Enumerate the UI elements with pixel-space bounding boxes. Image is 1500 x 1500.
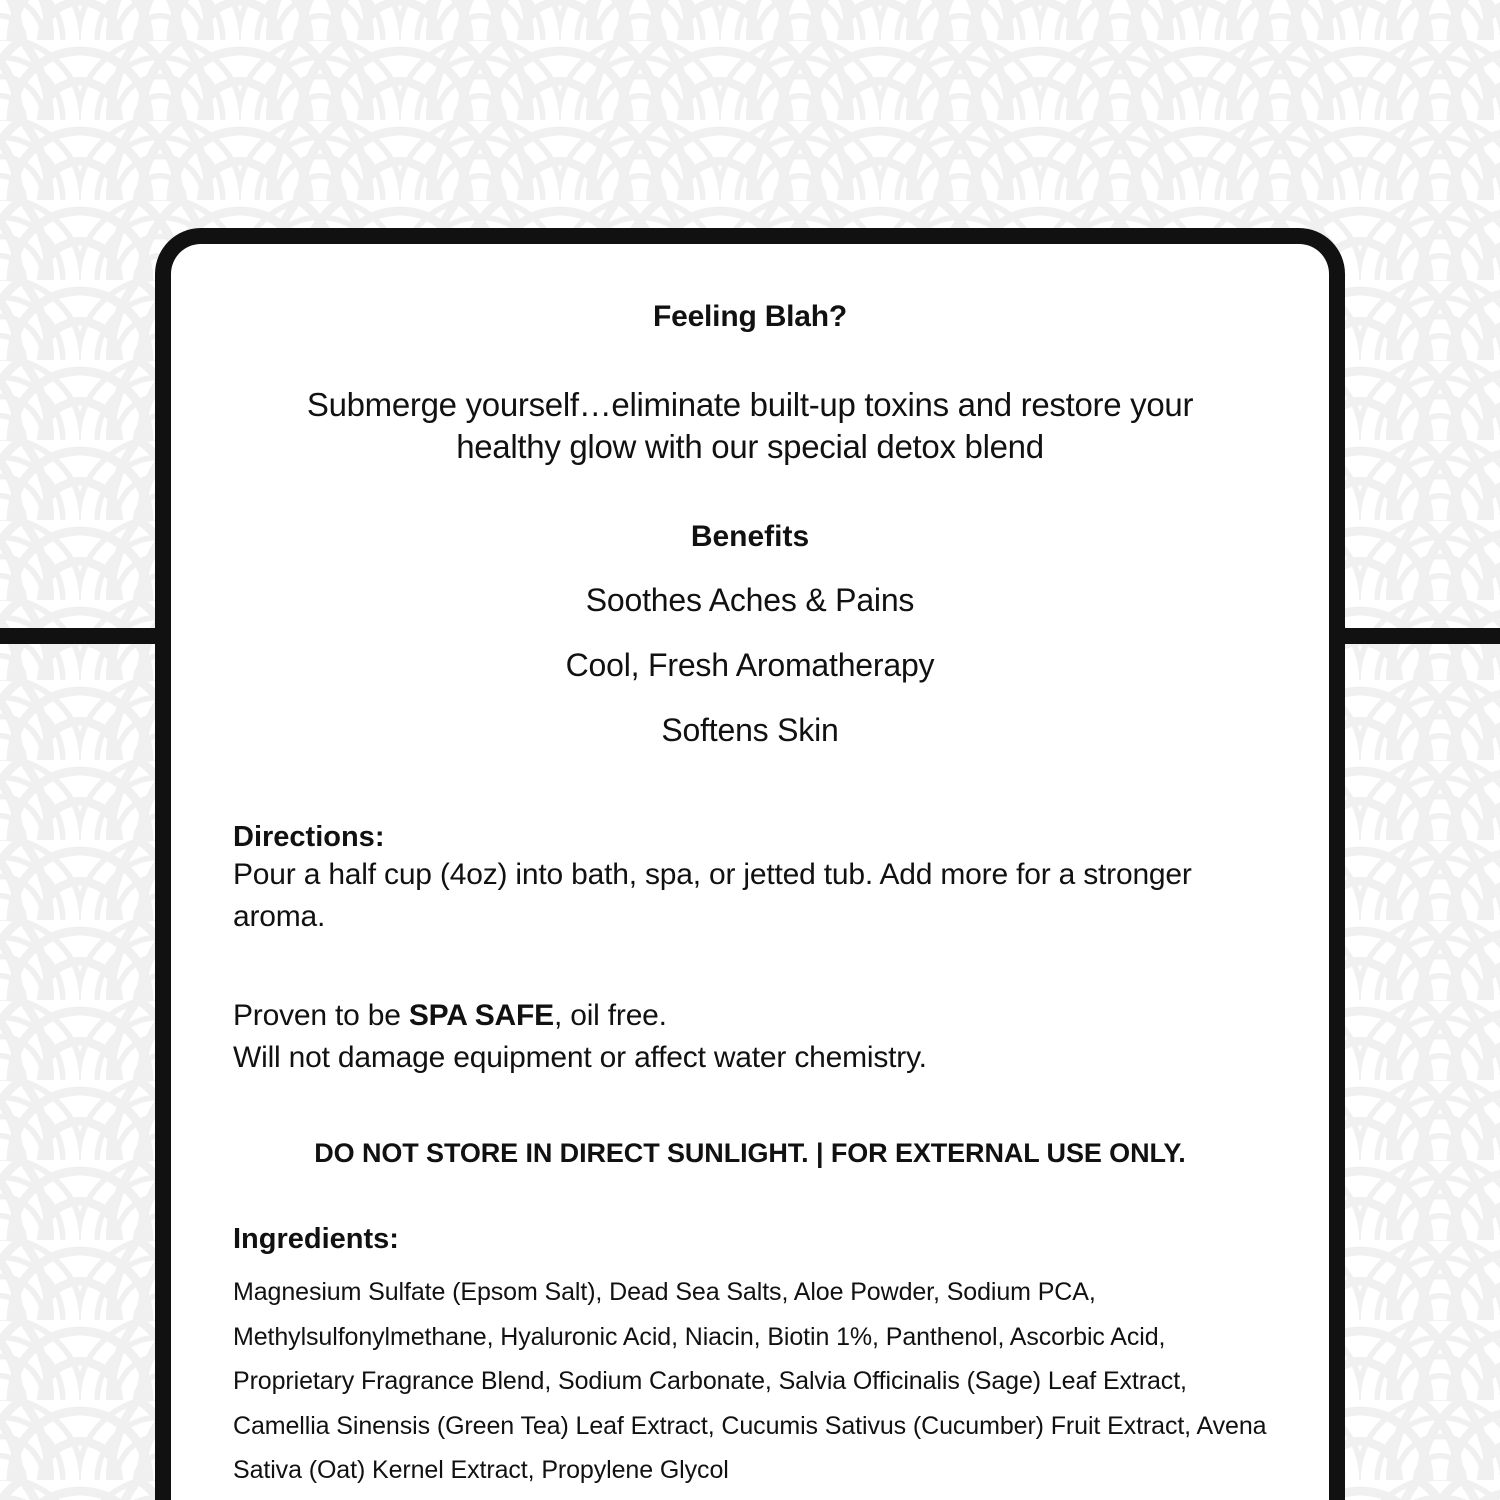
ingredients-label: Ingredients:: [233, 1223, 399, 1256]
warning-notice: DO NOT STORE IN DIRECT SUNLIGHT. | FOR EXTERNAL USE ONLY.: [314, 1138, 1186, 1169]
spa-safe-emphasis: SPA SAFE: [408, 999, 554, 1033]
benefits-heading: Benefits: [690, 520, 810, 554]
label-shoulder-left: [0, 628, 160, 644]
spa-safe-prefix: Proven to be: [233, 999, 409, 1033]
ingredients-section: [233, 1223, 1267, 1493]
directions-text: Pour a half cup (4oz) into bath, spa, or jetted tub. Add more for a stronger aroma.: [233, 858, 1192, 933]
label-shoulder-right: [1340, 628, 1500, 644]
directions-label: Directions:: [233, 821, 385, 854]
benefit-item: Softens Skin: [661, 712, 839, 749]
page-title: Feeling Blah?: [652, 300, 848, 333]
label-subhead: Submerge yourself…eliminate built-up toxins and restore your healthy glow with our special detox blend: [306, 386, 1194, 466]
equipment-safety-line: Will not damage equipment or affect water chemistry.: [233, 1040, 927, 1074]
label-card: [155, 228, 1345, 1500]
spa-safe-suffix: , oil free.: [553, 999, 667, 1033]
ingredients-text: Magnesium Sulfate (Epsom Salt), Dead Sea Salts, Aloe Powder, Sodium PCA, Methylsulfonylmethane, Hyaluronic Acid, Niacin, Biotin 1%, Panthenol, Ascorbic Acid, Proprietary Fragrance Blend, Sodium Carbonate, Salvia Officinalis (Sage) Leaf Extract, Camellia Sinensis (Green Tea) Leaf Extract, Cucumis Sativus (Cucumber) Fruit Extract, Avena Sativa (Oat) Kernel Extract, Propylene Glycol: [233, 1278, 1267, 1485]
label-content: [171, 244, 1329, 1500]
directions-section: [233, 821, 1267, 937]
spa-safe-section: [233, 995, 1267, 1078]
benefit-item: Soothes Aches & Pains: [585, 582, 915, 619]
spa-safe-line: [233, 995, 1267, 1036]
benefit-item: Cool, Fresh Aromatherapy: [565, 647, 935, 684]
